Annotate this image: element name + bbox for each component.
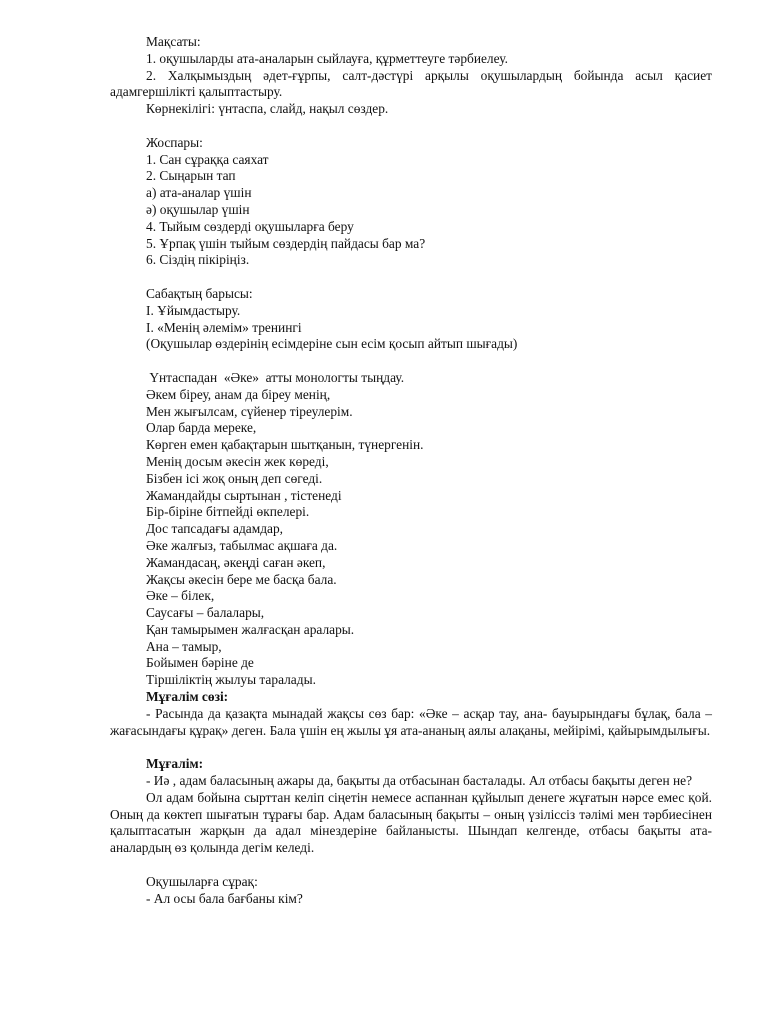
visual-aids: Көрнекілігі: үнтаспа, слайд, нақыл сөздер.	[146, 101, 389, 117]
goal-item-1: 1. оқушыларды ата-аналарын сыйлауға, құрметтеуге тәрбиелеу.	[146, 50, 508, 66]
goal-item-2: 2. Халқымыздың әдет-ғұрпы, салт-дәстүрі арқылы оқушылардың бойында асыл қасиет адамгершілікті қалыптастыру.	[110, 67, 712, 100]
poem-line: Тіршіліктің жылуы таралады.	[146, 672, 316, 688]
plan-item: 6. Сіздің пікіріңіз.	[146, 252, 250, 268]
teacher-word-heading: Мұғалім сөзі:	[146, 689, 229, 705]
poem-line: Дос тапсадағы адамдар,	[146, 521, 284, 537]
teacher-word-text: - Расында да қазақта мынадай жақсы сөз бар: «Әке – асқар тау, ана- бауырындағы бұлақ, бала – жағасындағы құрақ» деген. Бала үшін ең жылы ұя ата-ананың аялы алақаны, мейірімі, қайырымдылығы.	[110, 705, 712, 738]
poem-line: Саусағы – балалары,	[146, 605, 265, 621]
spacer	[110, 118, 712, 135]
spacer	[110, 353, 712, 370]
poem-line: Көрген емен қабақтарын шытқанын, түнергенін.	[146, 437, 424, 453]
poem-line: Бойымен бәріне де	[146, 655, 254, 671]
poem-line: Жақсы әкесін бере ме басқа бала.	[146, 571, 337, 587]
spacer	[110, 857, 712, 874]
plan-item: а) ата-аналар үшін	[146, 185, 252, 201]
spacer	[110, 269, 712, 286]
plan-item: 4. Тыйым сөздерді оқушыларға беру	[146, 218, 354, 234]
question-text: - Ал осы бала бағбаны кім?	[146, 890, 303, 906]
poem-line: Қан тамырымен жалғасқан аралары.	[146, 621, 355, 637]
poem-line: Олар барда мереке,	[146, 420, 257, 436]
poem-line: Менің досым әкесін жек көреді,	[146, 453, 329, 469]
poem-line: Бір-біріне бітпейді өкпелері.	[146, 504, 310, 520]
poem-line: Мен жығылсам, сүйенер тіреулерім.	[146, 403, 353, 419]
poem-line: Әке жалғыз, табылмас ақшаға да.	[146, 537, 338, 553]
question-heading: Оқушыларға сұрақ:	[146, 873, 258, 889]
lesson-item: (Оқушылар өздерінің есімдеріне сын есім қосып айтып шығады)	[146, 336, 518, 352]
plan-item: 2. Сыңарын тап	[146, 168, 236, 184]
poem-line: Әке – білек,	[146, 588, 215, 604]
poem-line: Әкем біреу, анам да біреу менің,	[146, 386, 331, 402]
poem-line: Жамандайды сыртынан , тістенеді	[146, 487, 342, 503]
teacher-heading: Мұғалім:	[146, 756, 204, 772]
plan-item: 1. Сан сұраққа саяхат	[146, 151, 269, 167]
lesson-heading: Сабақтың барысы:	[146, 285, 253, 301]
poem-line: Ана – тамыр,	[146, 638, 222, 654]
goals-heading: Мақсаты:	[146, 34, 201, 49]
monologue-intro: Үнтаспадан «Әке» атты монологты тыңдау.	[146, 369, 405, 385]
teacher-text-1: - Иә , адам баласының ажары да, бақыты да отбасынан басталады. Ал отбасы бақыты деген не?	[146, 773, 693, 789]
plan-item: ә) оқушылар үшін	[146, 201, 250, 217]
poem-line: Жамандасаң, әкеңді саған әкеп,	[146, 554, 326, 570]
spacer	[110, 739, 712, 756]
lesson-item: І. Ұйымдастыру.	[146, 302, 241, 318]
poem-line: Бізбен ісі жоқ оның деп сөгеді.	[146, 470, 323, 486]
teacher-text-2: Ол адам бойына сырттан келіп сіңетін немесе аспаннан құйылып денеге жұғатын нәрсе емес қой. Оның да көктеп шығатын тұрағы бар. Адам баласының бақыты – оның үзіліссіз тәлімі мен тәрбиесінен қалыптасатын жарқын да адал мінездеріне байланысты. Шындап келгенде, отбасы бақыты ата-аналардың өз қолында дегім келеді.	[110, 789, 712, 856]
plan-heading: Жоспары:	[146, 134, 203, 150]
lesson-item: І. «Менің әлемім» тренингі	[146, 319, 302, 335]
document-body	[110, 34, 712, 907]
plan-item: 5. Ұрпақ үшін тыйым сөздердің пайдасы бар ма?	[146, 235, 426, 251]
